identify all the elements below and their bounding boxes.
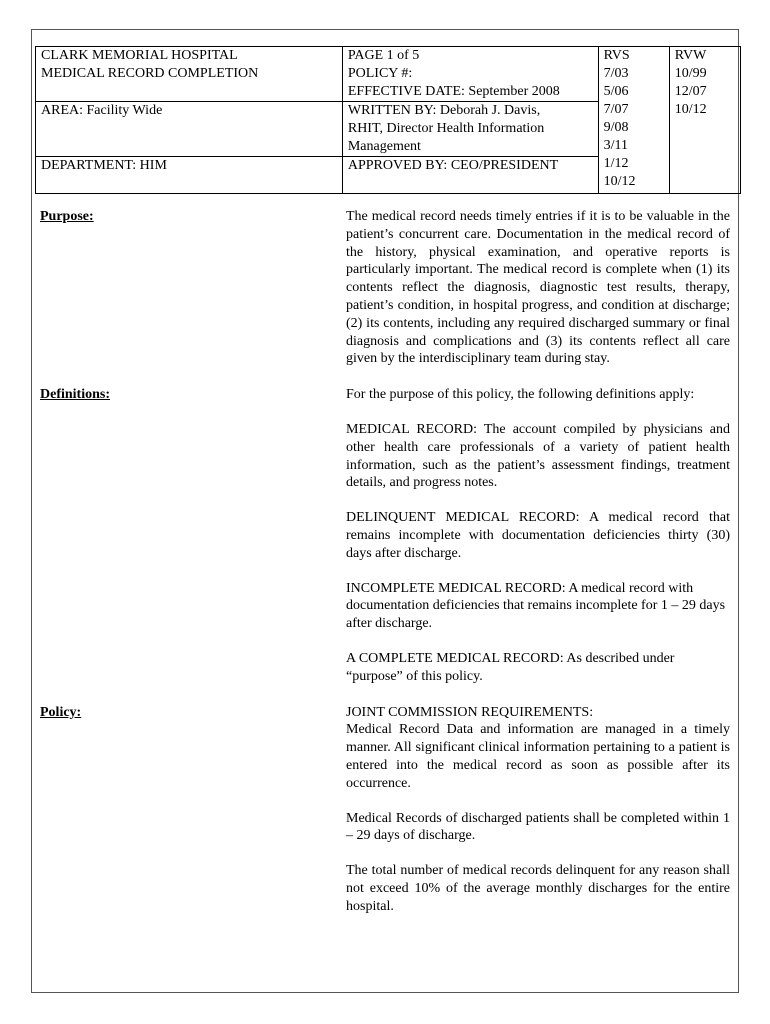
policy-paragraph: Medical Record Data and information are managed in a timely manner. All significant clinical information pertaining to a patient is entered into the medical record as soon as possible after its occurrence. (346, 722, 730, 791)
department: DEPARTMENT: HIM (41, 158, 167, 173)
rvs-date: 5/06 (603, 84, 629, 99)
rvs-date: 3/11 (603, 138, 628, 153)
definitions-intro: For the purpose of this policy, the following definitions apply: (346, 387, 695, 403)
rvs-label: RVS (603, 48, 630, 63)
definition-complete: A COMPLETE MEDICAL RECORD: As described under “purpose” of this policy. (346, 650, 675, 684)
definitions-section (32, 386, 740, 685)
rvs-date: 9/08 (603, 120, 629, 135)
rvw-date: 10/99 (674, 66, 707, 81)
written-by-line: WRITTEN BY: Deborah J. Davis, (347, 103, 541, 118)
purpose-text: The medical record needs timely entries if it is to be valuable in the patient’s concurrent care. Documentation in the medical record of the history, physical examination, and operative reports is particularly important. The medical record is complete when (1) its contents reflect the diagnosis, diagnostic test results, therapy, patient’s condition, in hospital progress, and condition at discharge; (2) its contents, including any required discharged summary or final diagnosis and complications and (3) its contents reflect all care given by the interdisciplinary team during stay. (346, 209, 730, 367)
rvs-column (598, 47, 669, 194)
rvw-date: 12/07 (674, 84, 707, 99)
header-meta-cell-1 (342, 47, 598, 102)
rvw-column (669, 47, 740, 194)
rvw-date: 10/12 (674, 102, 707, 117)
rvs-date: 1/12 (603, 156, 629, 171)
rvs-date: 7/03 (603, 66, 629, 81)
written-by-line: RHIT, Director Health Information (347, 121, 545, 136)
definition-medical-record: MEDICAL RECORD: The account compiled by physicians and other health care professionals of a variety of patient health information, such as the patient’s assessment findings, treatment details, and progress notes. (346, 421, 730, 491)
definition-incomplete: INCOMPLETE MEDICAL RECORD: A medical record with documentation deficiencies that remains incomplete for 1 – 29 days after discharge. (346, 580, 726, 632)
rvw-label: RVW (674, 48, 707, 63)
document-page (31, 29, 739, 993)
written-by-line: Management (347, 139, 421, 154)
policy-number: POLICY #: (347, 66, 413, 81)
policy-paragraph: Medical Records of discharged patients shall be completed within 1 – 29 days of discharge. (346, 810, 730, 844)
header-department-cell (36, 157, 343, 194)
header-title-cell (36, 47, 343, 102)
policy-heading: JOINT COMMISSION REQUIREMENTS: (346, 704, 594, 720)
approved-by: APPROVED BY: CEO/PRESIDENT (347, 158, 559, 173)
definitions-label: Definitions: (40, 387, 110, 403)
policy-label: Policy: (40, 704, 82, 720)
policy-paragraph: The total number of medical records delinquent for any reason shall not exceed 10% of the average monthly discharges for the entire hospital. (346, 863, 730, 914)
header-author-cell (342, 102, 598, 157)
purpose-section (32, 208, 740, 368)
page-number: PAGE 1 of 5 (347, 48, 420, 63)
hospital-name: CLARK MEMORIAL HOSPITAL (41, 48, 238, 63)
rvs-date: 10/12 (603, 174, 636, 189)
effective-date: EFFECTIVE DATE: September 2008 (347, 84, 560, 99)
header-approval-cell (342, 157, 598, 194)
area: AREA: Facility Wide (41, 103, 163, 118)
rvs-date: 7/07 (603, 102, 629, 117)
purpose-label: Purpose: (40, 209, 94, 224)
header-area-cell (36, 102, 343, 157)
policy-body (32, 208, 740, 916)
definition-delinquent: DELINQUENT MEDICAL RECORD: A medical record that remains incomplete with documentation deficiencies thirty (30) days after discharge. (346, 510, 730, 561)
policy-header-table (35, 46, 741, 194)
policy-section (32, 704, 740, 916)
policy-title: MEDICAL RECORD COMPLETION (41, 66, 259, 81)
